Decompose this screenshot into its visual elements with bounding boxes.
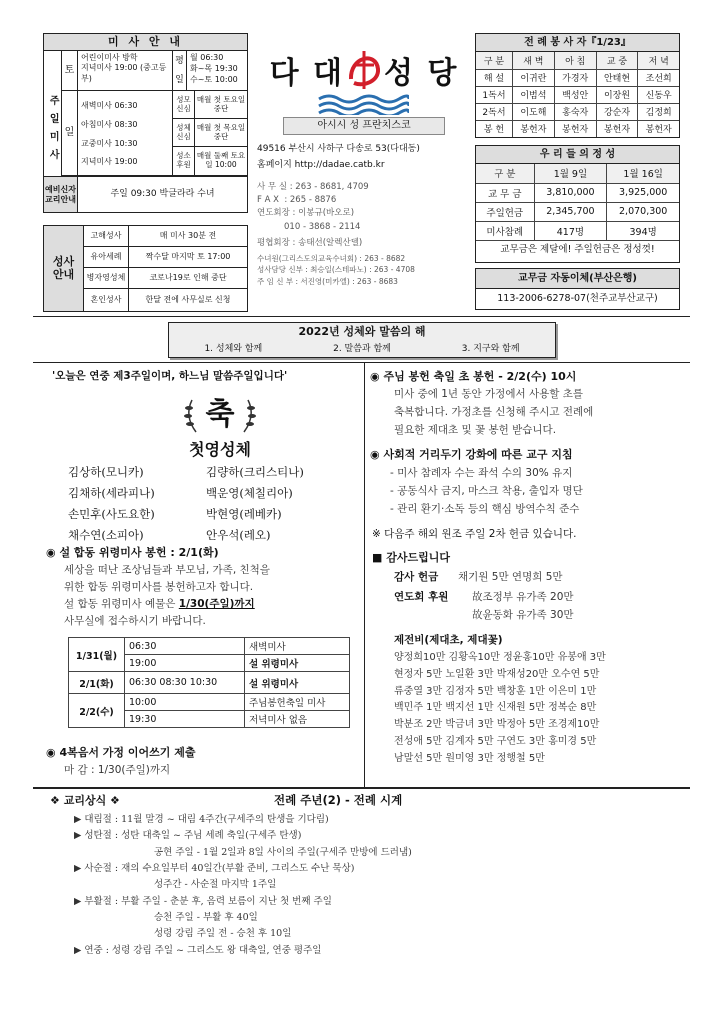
doctrine-text: 공현 주일 - 1월 2일과 8일 사이의 주일(구세주 만방에 드러냄) [154, 846, 412, 858]
doctrine-line [74, 861, 674, 877]
offerings-box [475, 145, 680, 263]
table-cell: 봉헌자 [638, 120, 679, 137]
table-cell: 미사참례 [476, 221, 534, 240]
table-cell: 봉헌자 [596, 120, 638, 137]
weekday-label [173, 51, 187, 91]
table-cell: 백성안 [554, 86, 596, 103]
headline: '오늘은 연중 제3주일이며, 하느님 말씀주일입니다' [52, 370, 288, 382]
contact-line: F A X : 265 - 8876 [257, 195, 337, 206]
doctrine-text: 성탄절 : 성탄 대축일 ~ 주님 세례 축일(구세주 탄생) [84, 830, 302, 842]
table-header: 1월 9일 [534, 164, 607, 183]
table-cell: 주님봉헌축일 미사 [245, 694, 350, 711]
weekday-rows [187, 51, 247, 91]
table-cell: 3,925,000 [607, 183, 679, 202]
sacrament-desc: 매 미사 30분 전 [159, 231, 217, 241]
overseas-note: ※ 다음주 해외 원조 주일 2차 헌금 있습니다. [372, 528, 577, 540]
table-row [476, 202, 679, 221]
table-cell: 주일헌금 [476, 202, 534, 221]
distance-title-text: 사회적 거리두기 강화에 따른 교구 지침 [383, 448, 573, 461]
year-theme-box [168, 322, 556, 358]
seol-text-line [64, 596, 360, 613]
candle-body [394, 386, 686, 440]
communicant-name: 손민후(사도요한) [68, 507, 155, 521]
altar-line: 현정자 5만 노일환 3만 박재성20만 오수연 5만 [394, 668, 600, 680]
sunday-row: 새벽미사 06:30 [81, 101, 138, 110]
devotion-desc: 매월 첫 목요일 중단 [195, 119, 247, 147]
distance-item: - 관리 환기·소독 등의 핵심 방역수칙 준수 [390, 503, 580, 516]
devotion-name: 성모신심 [173, 91, 194, 119]
thanks-title-text: 감사드립니다 [386, 551, 450, 564]
devotion-desc: 매월 첫 토요일 중단 [195, 91, 247, 119]
saturday-label: 토 [62, 51, 78, 91]
table-cell: 417명 [534, 221, 607, 240]
seol-deadline: 1/30(주일)까지 [178, 598, 255, 610]
patron-badge: 아시시 성 프란치스코 [283, 117, 445, 135]
liturgy-servers-box [475, 33, 680, 138]
candle-text-line: 미사 중에 1년 동안 가정에서 사용할 초를 [394, 388, 583, 400]
contact-line: 성사담당 신부 : 최승일(스테파노) : 263 - 4708 [257, 265, 415, 275]
parish-name-left: 다 대 [269, 56, 344, 91]
communicant-name: 안우석(레오) [206, 528, 271, 542]
contact-line: 수녀원(그리스도의교육수녀회) : 263 - 8682 [257, 253, 406, 263]
thanks-label: 감사 헌금 [394, 571, 439, 583]
sunday-row: 아침미사 08:30 [81, 119, 138, 129]
doctrine-line [74, 926, 674, 942]
gospel-title [46, 744, 195, 760]
table-cell: 설 위령미사 [245, 655, 350, 672]
seol-schedule-table [68, 637, 350, 728]
yeondo-line: 故윤동화 유가족 30만 [472, 609, 574, 622]
table-header: 구 분 [476, 164, 534, 183]
table-cell: 해 설 [476, 69, 512, 86]
table-header: 저 녁 [638, 52, 679, 69]
contact-line: 사 무 실 : 263 - 8681, 4709 [257, 182, 369, 192]
communicant-name: 채수연(소피아) [68, 528, 144, 542]
bottom-section [44, 790, 684, 960]
sacrament-row [84, 268, 247, 289]
table-cell: 19:30 [125, 711, 245, 728]
table-cell: 김정희 [638, 103, 679, 120]
year-theme-item: 2. 말씀과 함께 [333, 344, 391, 354]
triangle-bullet-icon: ▶ [74, 814, 85, 825]
communicant-name: 박현영(레베카) [206, 507, 282, 521]
doctrine-text: 승천 주일 - 부활 후 40일 [154, 911, 258, 923]
weekday-row: 화~목 19:30 [190, 63, 238, 73]
table-row [476, 120, 679, 137]
distance-item: - 공동식사 금지, 마스크 착용, 출입자 명단 [390, 485, 583, 498]
sacrament-row [84, 247, 247, 268]
section-divider [33, 316, 690, 317]
auto-transfer-box [475, 268, 680, 310]
table-cell: 가경자 [554, 69, 596, 86]
table-cell: 이도해 [512, 103, 554, 120]
devotion-desc: 매월 둘째 토요일 10:00 [196, 150, 246, 169]
doctrine-title: ❖ 교리상식 ❖ [50, 794, 120, 807]
sacrament-rows [84, 226, 247, 311]
sacrament-desc: 짝수달 마지막 토 17:00 [145, 252, 231, 262]
devotion-name: 성체신심 [173, 119, 194, 147]
liturgy-servers-title: 전 례 봉 사 자『1/23』 [476, 34, 679, 52]
thanks-text: 채기원 5만 연명희 5만 [458, 571, 563, 583]
table-cell: 06:30 [125, 638, 245, 655]
circle-bullet-icon: ◉ [370, 370, 384, 383]
table-cell: 2/2(수) [69, 694, 125, 728]
first-communion-title: 첫영성체 [189, 439, 251, 459]
year-theme-item: 3. 지구와 함께 [461, 344, 520, 354]
table-row [476, 183, 679, 202]
doctrine-line [74, 845, 674, 861]
yeondo-line: 故조정부 유가족 20만 [472, 591, 574, 603]
parish-address: 49516 부산시 사하구 다송로 53(다대동) [257, 144, 420, 154]
communicant-name: 김채하(세라피나) [68, 486, 155, 500]
seol-text-line: 사무실에 접수하시기 바랍니다. [64, 615, 206, 627]
congrats-emblem [180, 394, 260, 436]
contact-line: 010 - 3868 - 2114 [257, 221, 361, 232]
devotion-name: 성소후원 [176, 150, 191, 169]
table-header: 구 분 [476, 52, 512, 69]
offerings-note: 교무금은 제달에! 주일헌금은 정성껏! [500, 244, 655, 256]
table-row [476, 86, 679, 103]
congrats-char: 축 [205, 397, 235, 432]
auto-transfer-account: 113-2006-6278-07(천주교부산교구) [497, 292, 658, 304]
table-row [476, 221, 679, 240]
sacrament-desc: 코로나19로 인해 중단 [149, 273, 227, 283]
saturday-row: 어린이미사 방학 [81, 53, 138, 62]
table-cell: 19:00 [125, 655, 245, 672]
parish-contacts [257, 181, 471, 288]
saturday-rows [78, 51, 173, 91]
table-cell: 봉 헌 [476, 120, 512, 137]
distance-item: - 미사 참례자 수는 좌석 수의 30% 유지 [390, 467, 573, 479]
sacrament-label: 성사안내 [44, 226, 84, 311]
triangle-bullet-icon: ▶ [74, 862, 85, 874]
weekday-row: 수~토 10:00 [190, 74, 238, 84]
table-cell: 2,070,300 [607, 202, 679, 221]
table-cell: 이장원 [596, 86, 638, 103]
auto-transfer-title: 교무금 자동이체(부산은행) [476, 269, 679, 289]
table-row [69, 694, 350, 711]
table-cell: 새벽미사 [245, 638, 350, 655]
section-divider [33, 362, 690, 363]
waves-icon [317, 93, 409, 115]
doctrine-line [74, 828, 674, 844]
table-row [69, 638, 350, 655]
communicant-names [68, 464, 358, 543]
contact-line: 주 임 신 부 : 서진영(미카엘) : 263 - 8683 [257, 277, 398, 287]
candle-text-line: 필요한 제대초 및 꽃 봉헌 받습니다. [394, 423, 557, 436]
triangle-bullet-icon: ▶ [74, 944, 85, 956]
parish-logo-icon [346, 49, 382, 91]
sunday-rows [78, 91, 173, 176]
contact-line: 평협회장 : 송태선(알렉산델) [257, 237, 363, 248]
doctrine-line [74, 910, 674, 926]
table-cell: 신동우 [638, 86, 679, 103]
gospel-title-text: 4복음서 가정 이어쓰기 제출 [59, 746, 196, 759]
offerings-table [476, 164, 679, 241]
parish-name [269, 47, 459, 93]
table-cell: 홍숙자 [554, 103, 596, 120]
parish-name-right: 성 당 [384, 56, 459, 91]
sacrament-box [43, 225, 248, 312]
table-header: 교 중 [596, 52, 638, 69]
table-row [476, 164, 679, 183]
devotion-descs [195, 91, 247, 176]
parish-homepage: 홈페이지 http://dadae.catb.kr [257, 160, 385, 170]
table-cell: 봉헌자 [512, 120, 554, 137]
doctrine-line [74, 943, 674, 959]
seol-title-text: 설 합동 위령미사 봉헌 : 2/1(화) [59, 546, 219, 559]
altar-line: 백민주 1만 백지선 1만 신재원 5만 정복순 8만 [394, 702, 597, 714]
candle-text-line: 축복합니다. 가정초를 신청해 주시고 전례에 [394, 405, 594, 418]
right-column [370, 366, 686, 781]
doctrine-line [74, 812, 674, 828]
circle-bullet-icon: ◉ [46, 546, 60, 559]
yeondo-label: 연도회 후원 [394, 591, 449, 603]
table-cell: 394명 [607, 221, 679, 240]
altar-title: 제전비(제대초, 제대꽃) [394, 634, 503, 646]
altar-lines [394, 650, 686, 768]
table-cell: 이귀란 [512, 69, 554, 86]
table-cell: 3,810,000 [534, 183, 607, 202]
liturgy-clock-title: 전례 주년(2) - 전례 시계 [274, 793, 403, 807]
sacrament-name: 혼인성사 [84, 289, 129, 311]
seol-text-part: 설 합동 위령미사 예물은 [64, 598, 179, 610]
triangle-bullet-icon: ▶ [74, 895, 85, 907]
doctrine-lines [74, 812, 674, 959]
communicant-name: 김량하(크리스티나) [206, 465, 304, 479]
table-row [476, 52, 679, 69]
saturday-row: 지녁미사 19:00 (중고등부) [81, 63, 167, 83]
offerings-title: 우 리 들 의 정 성 [476, 146, 679, 164]
table-cell: 2,345,700 [534, 202, 607, 221]
gospel-text: 마 감 : 1/30(주일)까지 [64, 764, 171, 776]
doctrine-text: 성령 강림 주일 전 - 승천 후 10일 [154, 928, 292, 940]
doctrine-text: 연중 : 성령 강림 주일 ~ 그리스도 왕 대축일, 연중 평주일 [84, 944, 322, 956]
sunday-row: 교중미사 10:30 [81, 138, 138, 148]
column-divider [364, 362, 365, 787]
sacrament-name: 고해성사 [84, 226, 129, 246]
table-header: 아 침 [554, 52, 596, 69]
seol-text-line: 세상을 떠난 조상님들과 부모님, 가족, 친척을 [64, 564, 270, 576]
triangle-bullet-icon: ▶ [74, 830, 85, 842]
weekday-label-il: 일 [175, 74, 184, 85]
altar-line: 박분조 2만 박금녀 3만 박정아 5만 조경제10만 [394, 719, 600, 731]
table-cell: 저녁미사 없음 [245, 711, 350, 728]
doctrine-text: 성주간 - 사순절 마지막 1주일 [154, 879, 277, 891]
table-header: 1월 16일 [607, 164, 679, 183]
year-theme-title: 2022년 성체와 말씀의 해 [298, 324, 426, 338]
distance-title [370, 446, 573, 462]
thanks-line [394, 569, 563, 584]
doctrine-line [74, 877, 674, 893]
sacrament-row [84, 289, 247, 311]
sacrament-name: 병자영성체 [84, 268, 129, 288]
table-cell: 이범석 [512, 86, 554, 103]
altar-line: 류중열 3만 김정자 5만 백창훈 1만 이은미 1만 [394, 685, 597, 697]
mass-schedule-title: 미 사 안 내 [44, 34, 247, 51]
candle-title [370, 368, 576, 384]
doctrine-text: 부활절 : 부활 주일 - 춘분 후, 음력 보름이 지난 첫 번째 주일 [84, 895, 332, 907]
table-row [69, 672, 350, 694]
catechumen-label: 예비신자 교리안내 [44, 176, 78, 212]
table-cell: 1/31(월) [69, 638, 125, 672]
weekday-label-pyeong: 평 [175, 56, 184, 67]
table-header: 새 벽 [512, 52, 554, 69]
sunday-label: 일 [62, 91, 78, 176]
altar-line: 전성애 5만 김계자 5만 구연도 3만 홍미경 5만 [394, 735, 597, 747]
table-cell: 봉헌자 [554, 120, 596, 137]
devotion-names [173, 91, 195, 176]
doctrine-line [74, 894, 674, 910]
weekday-row: 월 06:30 [190, 53, 224, 62]
altar-line: 양정희10만 김황옥10만 정윤홍10만 유봉애 3만 [394, 652, 606, 663]
table-cell: 교 무 금 [476, 183, 534, 202]
thanks-title [372, 549, 450, 565]
circle-bullet-icon: ◉ [370, 448, 384, 461]
square-bullet-icon: ■ [372, 551, 387, 564]
left-column [44, 366, 360, 781]
doctrine-text: 대림절 : 11월 말경 ~ 대림 4주간(구세주의 탄생을 기다림) [84, 814, 329, 825]
table-cell: 2/1(화) [69, 672, 125, 694]
table-cell: 10:00 [125, 694, 245, 711]
doctrine-text: 사순절 : 재의 수요일부터 40일간(부활 준비, 그리스도 수난 묵상) [84, 862, 355, 874]
circle-bullet-icon: ◉ [46, 746, 60, 759]
table-cell: 06:30 08:30 10:30 [125, 672, 245, 694]
table-cell: 설 위령미사 [245, 672, 350, 694]
year-theme-items [169, 341, 555, 354]
sacrament-desc: 한달 전에 사무실로 신청 [145, 295, 231, 305]
distance-items [390, 464, 686, 518]
seol-title [46, 544, 219, 560]
communicant-name: 백운영(체칠리아) [206, 486, 293, 500]
table-cell: 안태현 [596, 69, 638, 86]
table-cell: 조선희 [638, 69, 679, 86]
communicant-name: 김상하(모니카) [68, 465, 144, 479]
parish-header [255, 33, 473, 313]
sunday-row: 지녁미사 19:00 [81, 157, 138, 167]
seol-body [64, 562, 360, 630]
table-row [476, 103, 679, 120]
sacrament-row [84, 226, 247, 247]
table-cell: 1독서 [476, 86, 512, 103]
table-row [476, 69, 679, 86]
sacrament-name: 유아세례 [84, 247, 129, 267]
contact-line: 연도회장 : 이봉규(바오로) [257, 208, 355, 219]
altar-line: 남말선 5만 원미영 3만 정행철 5만 [394, 752, 545, 764]
seol-text-line: 위한 합동 위령미사를 봉헌하고자 합니다. [64, 581, 254, 593]
mass-schedule-box [43, 33, 248, 213]
sunday-mass-vertical-label: 주일미사 [44, 51, 62, 211]
table-cell: 강순자 [596, 103, 638, 120]
section-divider [33, 787, 690, 789]
candle-title-text: 주님 봉헌 축일 초 봉헌 - 2/2(수) 10시 [383, 370, 577, 383]
yeondo-block [394, 588, 574, 625]
liturgy-servers-table [476, 52, 679, 137]
catechumen-text: 주일 09:30 박글라라 수녀 [78, 176, 247, 212]
table-cell: 2독서 [476, 103, 512, 120]
year-theme-item: 1. 성체와 함께 [204, 344, 263, 354]
